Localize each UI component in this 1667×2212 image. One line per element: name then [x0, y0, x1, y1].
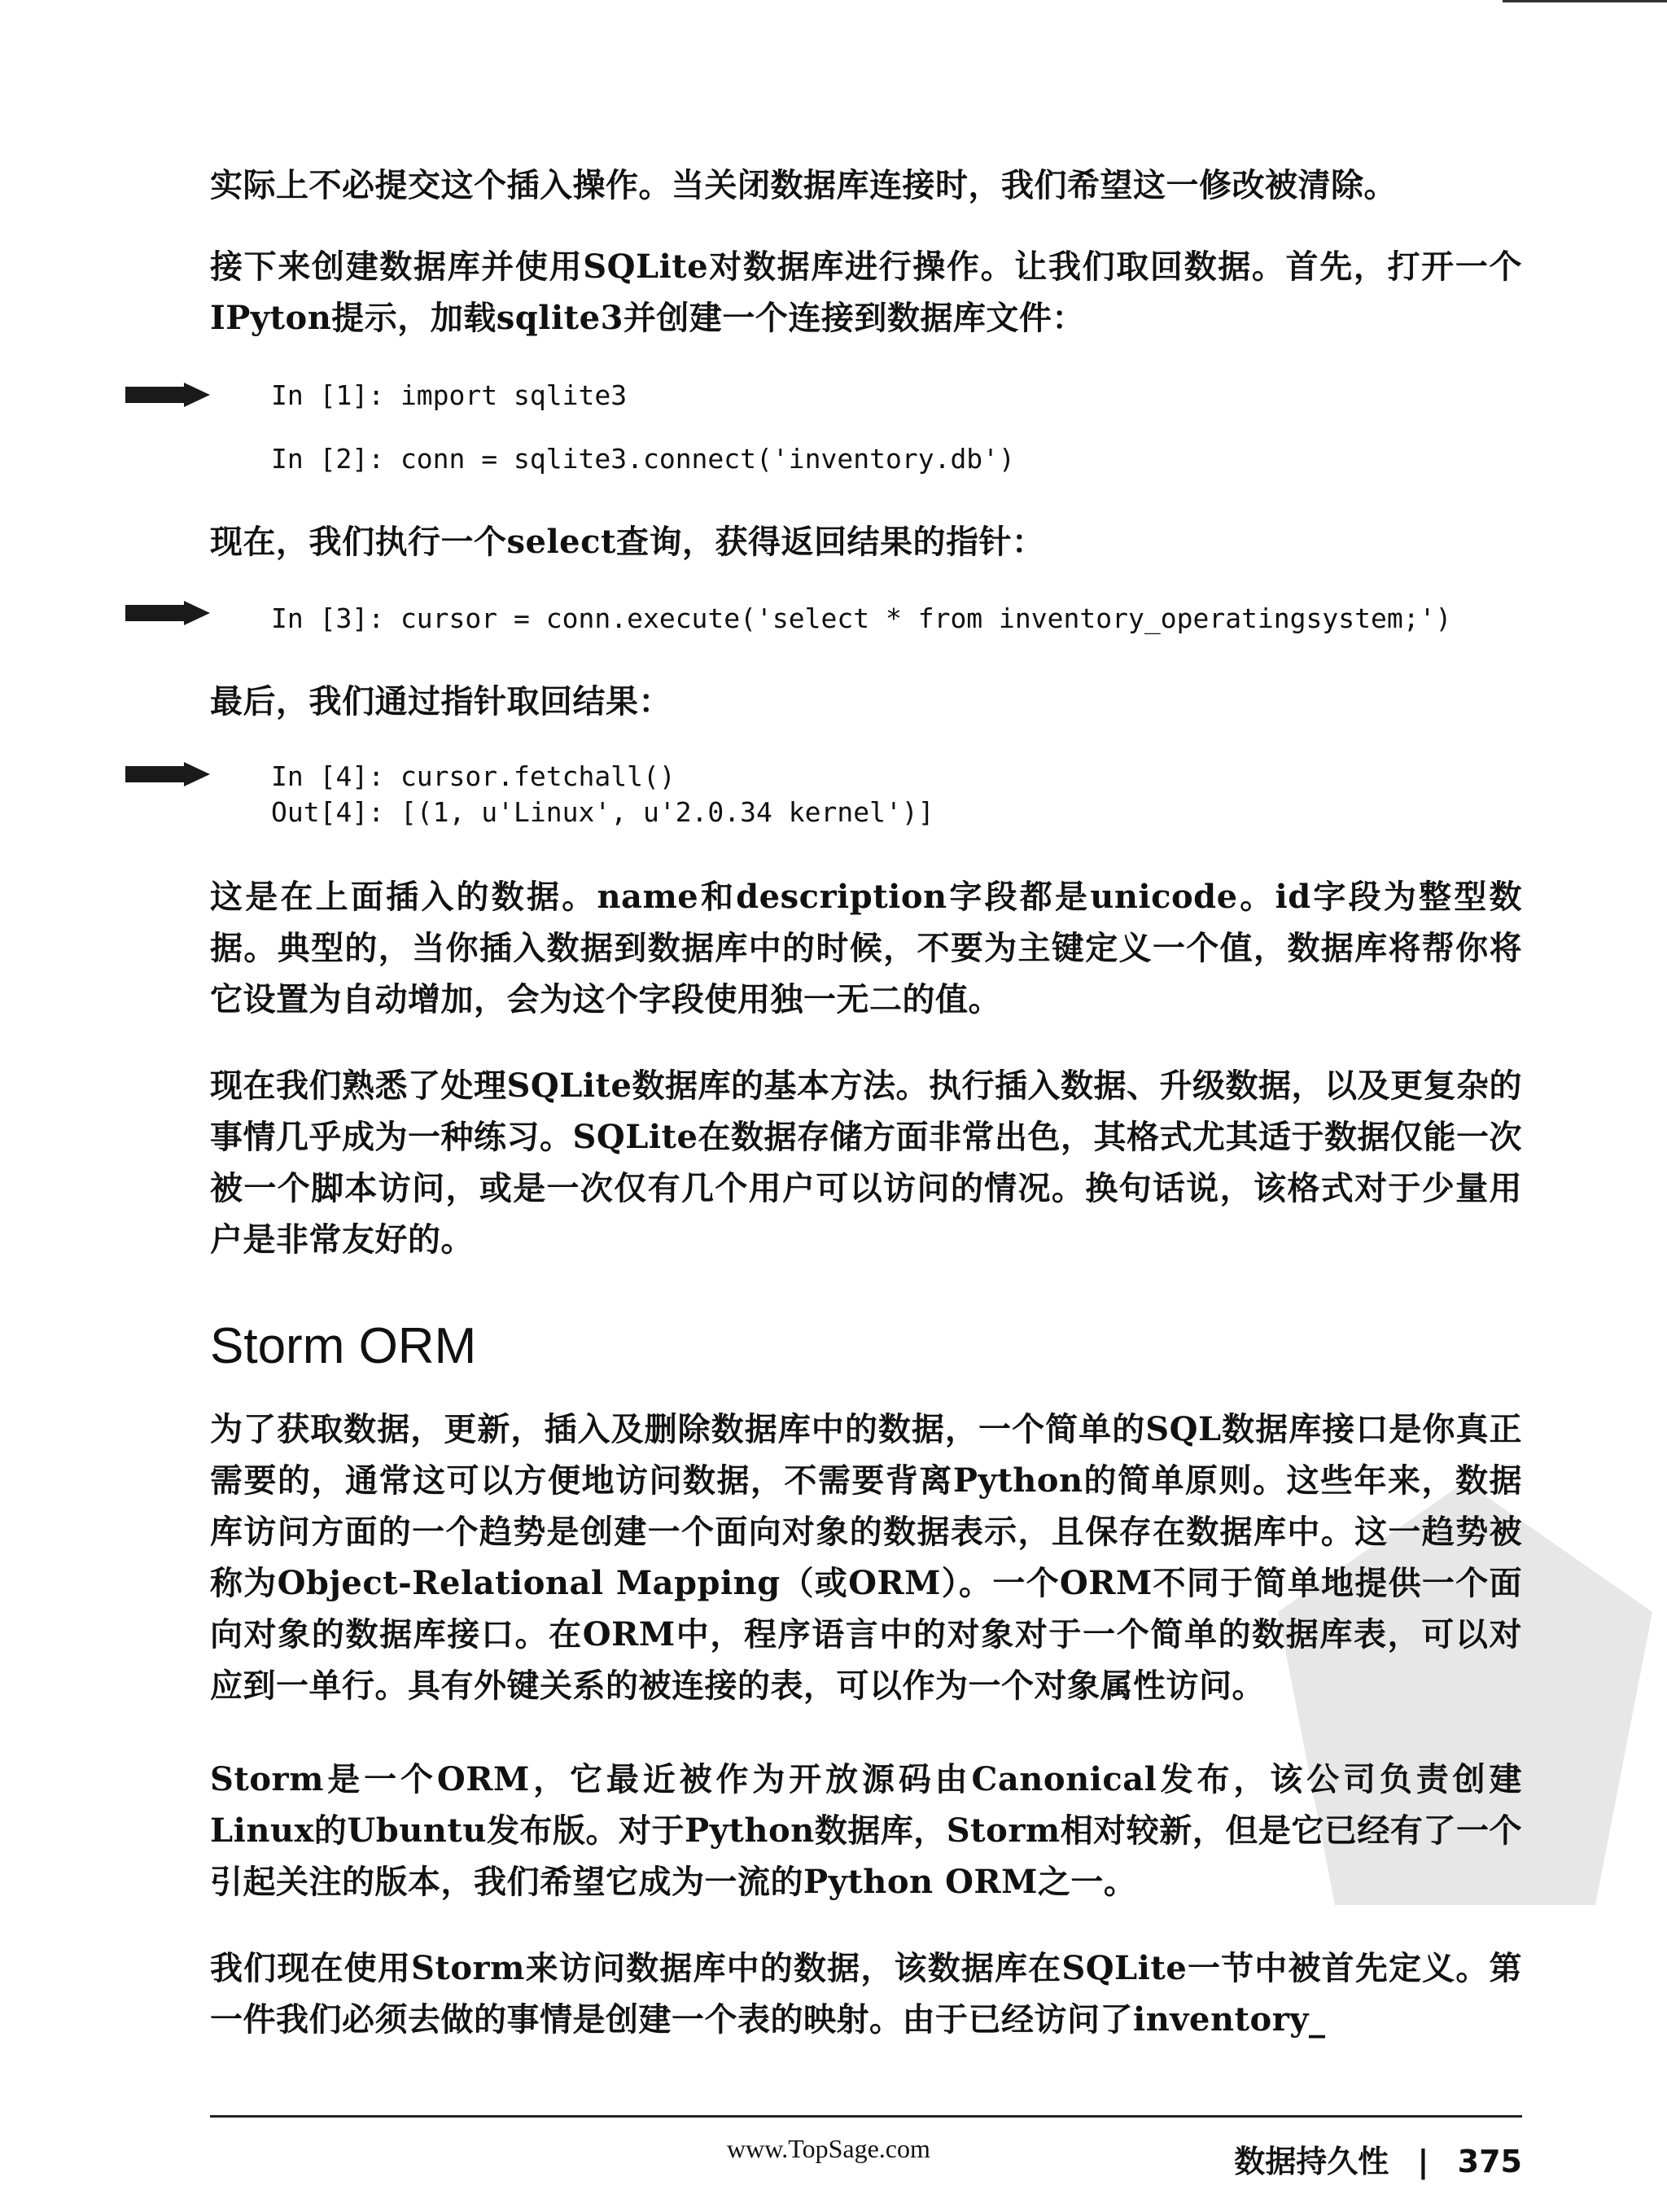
code-block-2: In [2]: conn = sqlite3.connect('inventory.db'): [271, 443, 1015, 475]
footer-rule: [210, 2115, 1522, 2118]
arrow-icon: [125, 762, 210, 786]
paragraph-4: 最后，我们通过指针取回结果：: [210, 682, 672, 721]
paragraph-3: 现在，我们执行一个select查询，获得返回结果的指针：: [210, 523, 1045, 561]
code-block-4: In [4]: cursor.fetchall() Out[4]: [(1, u'Linux', u'2.0.34 kernel')]: [271, 760, 934, 828]
arrow-icon: [125, 601, 210, 625]
page-number: 375: [1457, 2144, 1522, 2179]
footer-separator: |: [1417, 2144, 1429, 2179]
footer-page-label: [1234, 2136, 1522, 2181]
paragraph-5: 这是在上面插入的数据。name和description字段都是unicode。id字段为整型数据。典型的，当你插入数据到数据库中的时候，不要为主键定义一个值，数据库将帮你将它设置为自动增加，会为这个字段使用独一无二的值。: [210, 878, 1522, 1018]
paragraph-1: 实际上不必提交这个插入操作。当关闭数据库连接时，我们希望这一修改被清除。: [210, 166, 1397, 204]
paragraph-2: 接下来创建数据库并使用SQLite对数据库进行操作。让我们取回数据。首先，打开一个IPyton提示，加载sqlite3并创建一个连接到数据库文件：: [210, 247, 1522, 337]
footer-url: www.TopSage.com: [727, 2134, 930, 2163]
paragraph-7: 为了获取数据，更新，插入及删除数据库中的数据，一个简单的SQL数据库接口是你真正需要的，通常这可以方便地访问数据，不需要背离Python的简单原则。这些年来，数据库访问方面的一个趋势是创建一个面向对象的数据表示，且保存在数据库中。这一趋势被称为Object-Relational Mapping（或ORM）。一个ORM不同于简单地提供一个面向对象的数据库接口。在ORM中，程序语言中的对象对于一个简单的数据库表，可以对应到一单行。具有外键关系的被连接的表，可以作为一个对象属性访问。: [210, 1410, 1522, 1705]
paragraph-8: Storm是一个ORM，它最近被作为开放源码由Canonical发布，该公司负责创建Linux的Ubuntu发布版。对于Python数据库，Storm相对较新，但是它已经有了一个引起关注的版本，我们希望它成为一流的Python ORM之一。: [210, 1760, 1522, 1901]
section-heading: Storm ORM: [210, 1318, 477, 1374]
paragraph-9: 我们现在使用Storm来访问数据库中的数据，该数据库在SQLite一节中被首先定义。第一件我们必须去做的事情是创建一个表的映射。由于已经访问了inventory_: [210, 1949, 1522, 2039]
chapter-title: 数据持久性: [1234, 2144, 1389, 2179]
arrow-icon: [125, 383, 210, 407]
corner-rule: [1503, 0, 1667, 2]
paragraph-6: 现在我们熟悉了处理SQLite数据库的基本方法。执行插入数据、升级数据，以及更复杂的事情几乎成为一种练习。SQLite在数据存储方面非常出色，其格式尤其适于数据仅能一次被一个脚本访问，或是一次仅有几个用户可以访问的情况。换句话说，该格式对于少量用户是非常友好的。: [210, 1067, 1522, 1259]
code-block-3: In [3]: cursor = conn.execute('select * from inventory_operatingsystem;'): [271, 602, 1452, 634]
code-block-1: In [1]: import sqlite3: [271, 379, 628, 411]
watermark-seal-icon: [1270, 1465, 1660, 1921]
